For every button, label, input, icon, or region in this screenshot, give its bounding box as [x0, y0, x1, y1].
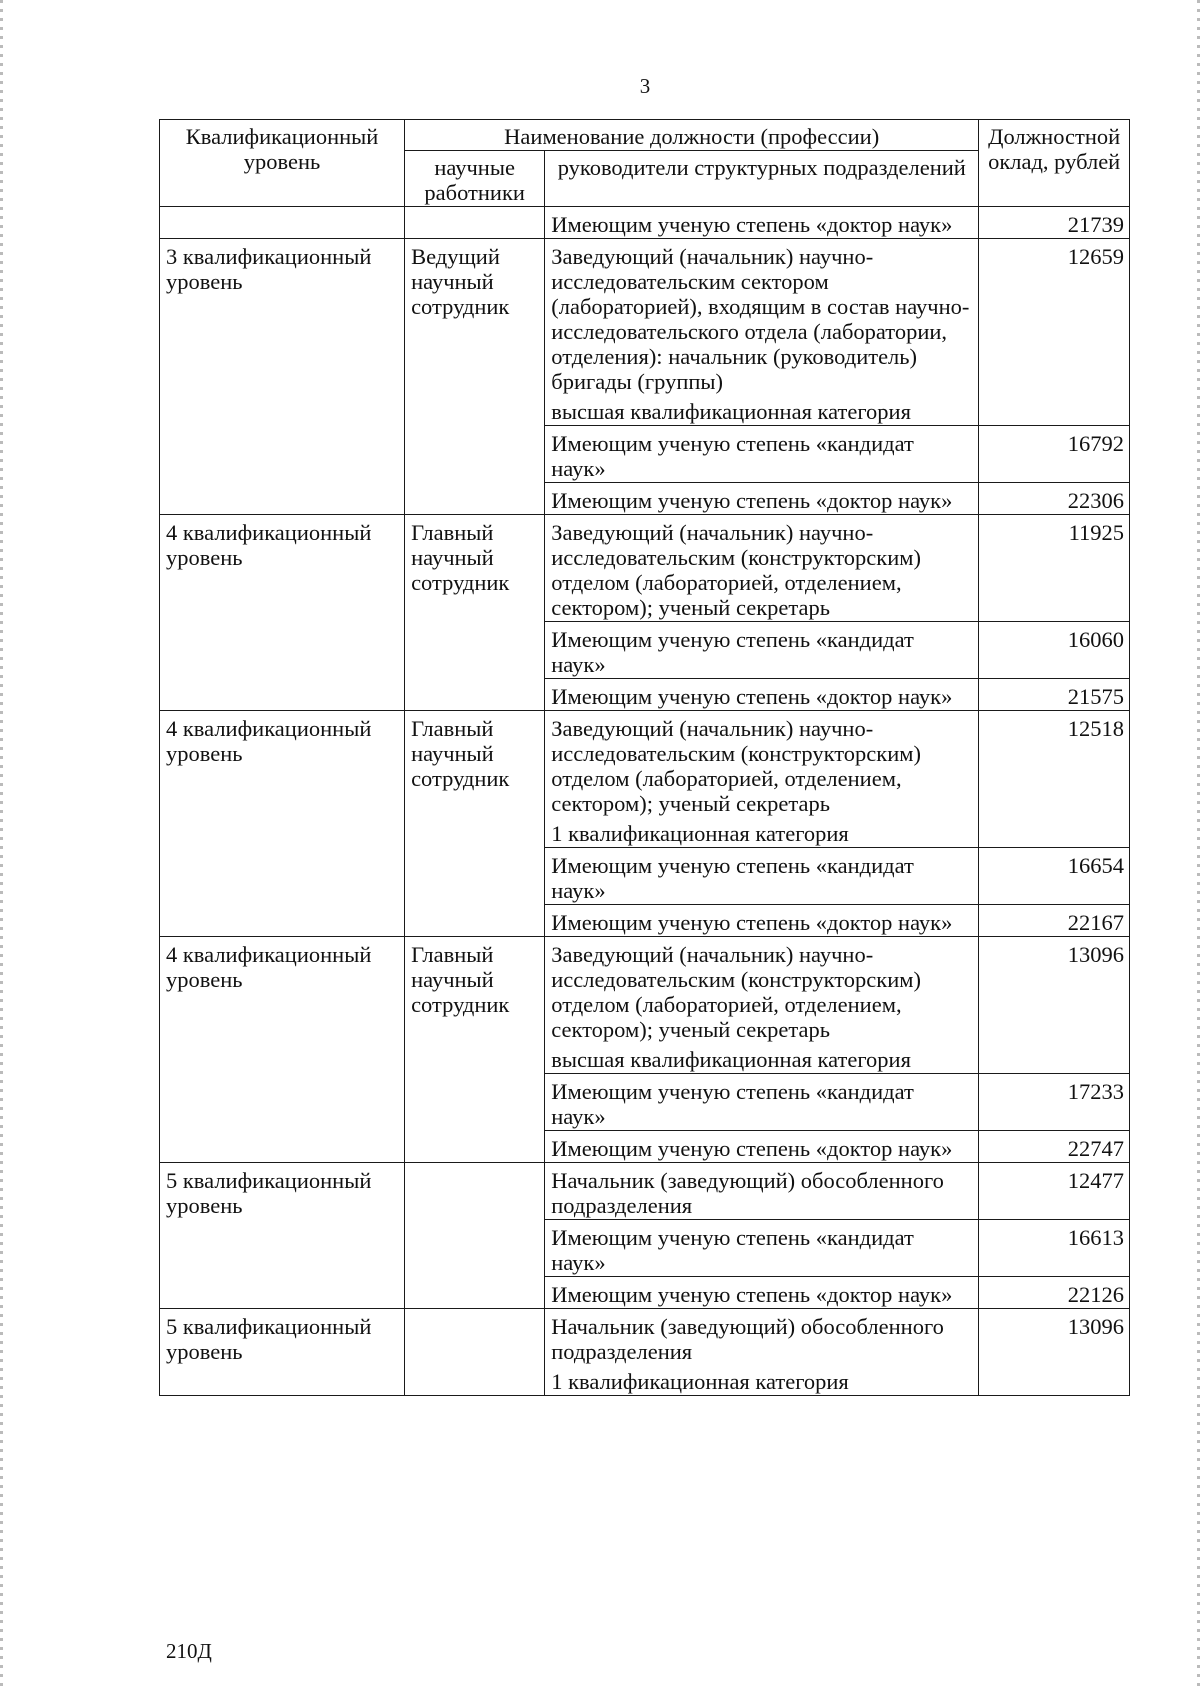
qualification-category: 1 квалификационная категория — [551, 1369, 849, 1394]
position-title: Имеющим ученую степень «кандидат наук» — [551, 853, 914, 903]
table-row — [160, 515, 1130, 622]
salary-cell: 11925 — [979, 515, 1130, 622]
research-staff-cell — [405, 207, 545, 239]
position-title-cell — [545, 483, 979, 515]
research-staff-cell: Главный научный сотрудник — [405, 515, 545, 711]
table-row — [160, 937, 1130, 1074]
position-title: Имеющим ученую степень «доктор наук» — [551, 1282, 953, 1307]
salary-cell: 16792 — [979, 426, 1130, 483]
position-title-cell — [545, 937, 979, 1074]
position-title: Начальник (заведующий) обособленного подразделения — [551, 1314, 944, 1364]
table-body — [160, 207, 1130, 1396]
table-row — [160, 711, 1130, 848]
salary-cell: 13096 — [979, 937, 1130, 1074]
qualification-level-cell: 5 квалификационный уровень — [160, 1163, 405, 1309]
table-row — [160, 207, 1130, 239]
position-title: Имеющим ученую степень «кандидат наук» — [551, 431, 914, 481]
position-title-cell — [545, 1220, 979, 1277]
research-staff-cell — [405, 1163, 545, 1309]
position-title-cell — [545, 905, 979, 937]
salary-cell: 13096 — [979, 1309, 1130, 1396]
position-title-cell — [545, 426, 979, 483]
position-title-cell — [545, 239, 979, 426]
salary-cell: 16613 — [979, 1220, 1130, 1277]
position-title: Имеющим ученую степень «кандидат наук» — [551, 1079, 914, 1129]
position-title: Имеющим ученую степень «доктор наук» — [551, 212, 953, 237]
research-staff-cell: Главный научный сотрудник — [405, 711, 545, 937]
salary-cell: 22126 — [979, 1277, 1130, 1309]
table-row — [160, 1163, 1130, 1220]
salary-cell: 22167 — [979, 905, 1130, 937]
position-title: Имеющим ученую степень «кандидат наук» — [551, 627, 914, 677]
qualification-level-cell: 4 квалификационный уровень — [160, 515, 405, 711]
header-research-staff: научные работники — [405, 151, 545, 207]
qualification-category: высшая квалификационная категория — [551, 1047, 911, 1072]
qualification-level-cell: 5 квалификационный уровень — [160, 1309, 405, 1396]
research-staff-cell: Ведущий научный сотрудник — [405, 239, 545, 515]
document-code: 210Д — [166, 1639, 212, 1663]
salary-cell: 16654 — [979, 848, 1130, 905]
salary-cell: 21739 — [979, 207, 1130, 239]
salary-cell: 22747 — [979, 1131, 1130, 1163]
position-title: Начальник (заведующий) обособленного подразделения — [551, 1168, 944, 1218]
position-title-cell — [545, 679, 979, 711]
research-staff-cell — [405, 1309, 545, 1396]
salary-table — [159, 119, 1130, 1396]
position-title: Заведующий (начальник) научно-исследовательским сектором (лабораторией), входящим в состав научно-исследовательского отдела (лаборатории, отделения): начальник (руководитель) бригады (группы) — [551, 244, 970, 394]
position-title: Заведующий (начальник) научно-исследовательским (конструкторским) отделом (лабораторией, отделением, сектором); ученый секретарь — [551, 942, 921, 1042]
position-title-cell — [545, 848, 979, 905]
salary-cell: 17233 — [979, 1074, 1130, 1131]
position-title-cell — [545, 1277, 979, 1309]
salary-cell: 12477 — [979, 1163, 1130, 1220]
position-title-cell — [545, 1163, 979, 1220]
header-unit-heads: руководители структурных подразделений — [545, 151, 979, 207]
qualification-level-cell — [160, 207, 405, 239]
position-title: Имеющим ученую степень «доктор наук» — [551, 1136, 953, 1161]
qualification-level-cell: 4 квалификационный уровень — [160, 937, 405, 1163]
position-title: Имеющим ученую степень «доктор наук» — [551, 684, 953, 709]
position-title: Заведующий (начальник) научно-исследовательским (конструкторским) отделом (лабораторией, отделением, сектором); ученый секретарь — [551, 716, 921, 816]
salary-cell: 21575 — [979, 679, 1130, 711]
header-level: Квалификационный уровень — [160, 120, 405, 207]
header-position-name: Наименование должности (профессии) — [405, 120, 979, 151]
qualification-category: высшая квалификационная категория — [551, 399, 911, 424]
qualification-level-cell: 4 квалификационный уровень — [160, 711, 405, 937]
salary-cell: 16060 — [979, 622, 1130, 679]
scan-edge-left — [0, 0, 3, 1686]
position-title: Заведующий (начальник) научно-исследовательским (конструкторским) отделом (лабораторией, отделением, сектором); ученый секретарь — [551, 520, 921, 620]
position-title-cell — [545, 1074, 979, 1131]
position-title: Имеющим ученую степень «доктор наук» — [551, 910, 953, 935]
header-row — [160, 120, 1130, 151]
salary-cell: 22306 — [979, 483, 1130, 515]
position-title-cell — [545, 1131, 979, 1163]
table-header — [160, 120, 1130, 207]
position-title-cell — [545, 622, 979, 679]
qualification-level-cell: 3 квалификационный уровень — [160, 239, 405, 515]
header-salary: Должностной оклад, рублей — [979, 120, 1130, 207]
salary-cell: 12659 — [979, 239, 1130, 426]
research-staff-cell: Главный научный сотрудник — [405, 937, 545, 1163]
table-row — [160, 239, 1130, 426]
position-title-cell — [545, 1309, 979, 1396]
qualification-category: 1 квалификационная категория — [551, 821, 849, 846]
position-title: Имеющим ученую степень «кандидат наук» — [551, 1225, 914, 1275]
table-row — [160, 1309, 1130, 1396]
page-number: 3 — [639, 74, 651, 98]
salary-cell: 12518 — [979, 711, 1130, 848]
position-title: Имеющим ученую степень «доктор наук» — [551, 488, 953, 513]
position-title-cell — [545, 207, 979, 239]
position-title-cell — [545, 515, 979, 622]
position-title-cell — [545, 711, 979, 848]
